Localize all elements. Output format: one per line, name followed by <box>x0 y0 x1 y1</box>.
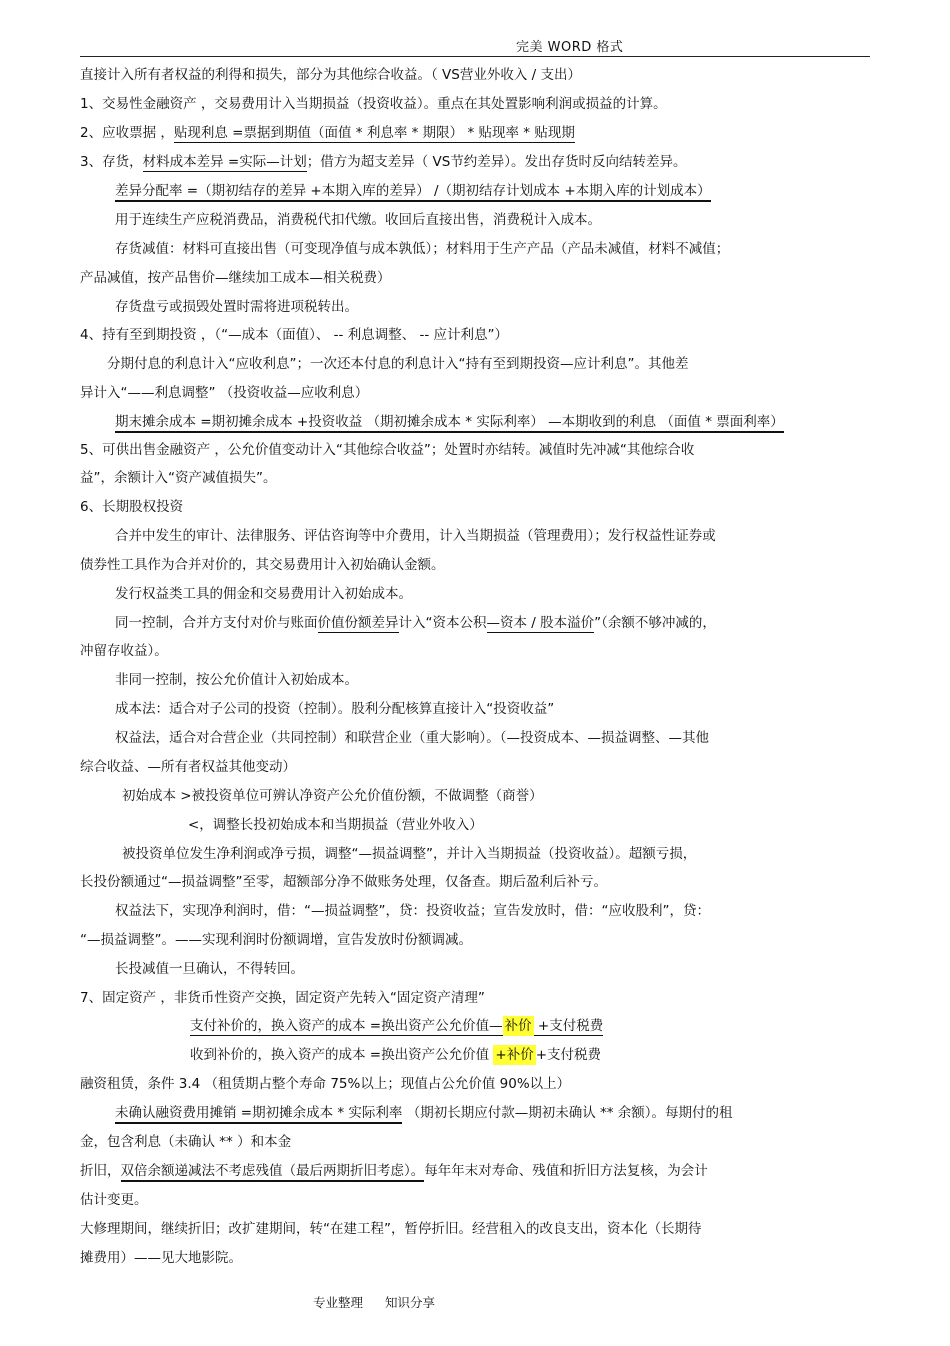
text-line-11: 分期付息的利息计入“应收利息”；一次还本付息的利息计入“持有至到期投资—应计利息”。其他差 <box>107 356 689 372</box>
variance-allocation-formula: 差异分配率 =（期初结存的差异 +本期入库的差异） /（期初结存计划成本 +本期入库的计划成本） <box>115 183 711 202</box>
boot-highlight-1: 补价 <box>504 1018 532 1034</box>
boot-paid-tail: +支付税费 <box>533 1018 604 1034</box>
text-line-38: 金，包含利息（未确认 ** ）和本金 <box>80 1134 292 1150</box>
double-declining-balance-note: 双倍余额递减法不考虑残值（最后两期折旧考虑）。 <box>121 1163 425 1182</box>
boot-paid-formula <box>190 1018 603 1036</box>
text-line-2: 1、交易性金融资产 ，交易费用计入当期损益（投资收益）。重点在其处置影响利润或损益的计算。 <box>80 96 667 112</box>
text-line-26: 初始成本 >被投资单位可辨认净资产公允价值份额，不做调整（商誉） <box>122 788 543 804</box>
text-line-20 <box>115 613 716 633</box>
text-line-18: 债券性工具作为合并对价的，其交易费用计入初始确认金额。 <box>80 557 445 573</box>
text-line-42: 摊费用）——见大地影院。 <box>80 1250 242 1266</box>
text-line-28: 被投资单位发生净利润或净亏损，调整“—损益调整”，并计入当期损益（投资收益）。超额亏损， <box>122 846 697 862</box>
boot-highlight-2: +补价 <box>495 1047 534 1063</box>
text-line-1: 直接计入所有者权益的利得和损失，部分为其他综合收益。（ VS营业外收入 / 支出） <box>80 67 581 83</box>
text-line-22: 非同一控制，按公允价值计入初始成本。 <box>115 672 358 688</box>
text-line-39-tail: 每年年末对寿命、残值和折旧方法复核，为会计 <box>424 1163 708 1179</box>
text-line-31: “—损益调整”。——实现利润时份额调增，宣告发放时份额调减。 <box>80 932 472 948</box>
text-line-39-lead: 折旧， <box>80 1163 121 1179</box>
text-line-20-mid: 计入“资本公积 <box>398 615 487 631</box>
text-line-21: 冲留存收益）。 <box>80 643 168 659</box>
text-line-25: 综合收益、—所有者权益其他变动） <box>80 759 296 775</box>
page-footer <box>313 1293 435 1311</box>
text-line-20-lead: 同一控制，合并方支付对价与账面 <box>115 615 318 631</box>
boot-paid-lead: 支付补价的，换入资产的成本 =换出资产公允价值— <box>190 1018 503 1034</box>
text-line-3 <box>80 123 575 143</box>
discount-interest-formula: 贴现利息 =票据到期值（面值 * 利息率 * 期限） * 贴现率 * 贴现期 <box>173 125 575 141</box>
capital-reserve-premium: —资本 / 股本溢价 <box>486 615 595 631</box>
text-line-17: 合并中发生的审计、法律服务、评估咨询等中介费用，计入当期损益（管理费用）；发行权益性证券或 <box>115 528 716 544</box>
text-line-12: 异计入“——利息调整” （投资收益—应收利息） <box>80 385 369 401</box>
text-line-32: 长投减值一旦确认，不得转回。 <box>115 961 304 977</box>
text-line-5 <box>115 181 711 201</box>
text-line-24: 权益法，适合对合营企业（共同控制）和联营企业（重大影响）。（—投资成本、—损益调整、—其他 <box>115 730 709 746</box>
amortized-cost-formula: 期末摊余成本 =期初摊余成本 +投资收益 （期初摊余成本 * 实际利率） —本期收到的利息 （面值 * 票面利率） <box>115 414 784 433</box>
text-line-40: 估计变更。 <box>80 1192 148 1208</box>
text-line-19: 发行权益类工具的佣金和交易费用计入初始成本。 <box>115 586 412 602</box>
text-line-41: 大修理期间，继续折旧；改扩建期间，转“在建工程”，暂停折旧。经营租入的改良支出，资本化（长期待 <box>80 1221 702 1237</box>
text-line-33: 7、固定资产 ，非货币性资产交换，固定资产先转入“固定资产清理” <box>80 990 485 1006</box>
boot-received-tail: +支付税费 <box>535 1047 602 1063</box>
text-line-29: 长投份额通过“—损益调整”至零，超额部分净不做账务处理，仅备查。期后盈利后补亏。 <box>80 874 607 890</box>
text-line-4 <box>80 152 687 172</box>
text-line-27: <，调整长投初始成本和当期损益（营业外收入） <box>188 817 483 833</box>
text-line-39 <box>80 1161 708 1181</box>
text-line-36: 融资租赁，条件 3.4 （租赁期占整个寿命 75%以上；现值占公允价值 90%以上） <box>80 1076 571 1092</box>
text-line-35 <box>190 1045 601 1065</box>
text-line-9: 存货盘亏或损毁处置时需将进项税转出。 <box>115 299 358 315</box>
text-line-7: 存货减值：材料可直接出售（可变现净值与成本孰低）；材料用于生产产品（产品未减值，材料不减值； <box>115 241 730 257</box>
material-cost-variance: 材料成本差异 =实际—计划 <box>142 154 307 170</box>
text-line-4-tail: ；借方为超支差异（ VS节约差异）。发出存货时反向结转差异。 <box>306 154 687 170</box>
text-line-16: 6、长期股权投资 <box>80 499 184 515</box>
text-line-3-lead: 2、应收票据 ， <box>80 125 174 141</box>
header-rule <box>80 56 870 57</box>
text-line-4-lead: 3、存货， <box>80 154 143 170</box>
text-line-14: 5、可供出售金融资产 ，公允价值变动计入“其他综合收益”；处置时亦结转。减值时先冲减“其他综合收 <box>80 442 695 458</box>
boot-received-lead: 收到补价的，换入资产的成本 =换出资产公允价值 <box>190 1047 494 1063</box>
text-line-37 <box>115 1103 733 1123</box>
text-line-30: 权益法下，实现净利润时，借：“—损益调整”，贷：投资收益；宣告发放时，借：“应收股利”，贷： <box>115 903 710 919</box>
footer-right: 知识分享 <box>385 1295 436 1310</box>
text-line-13 <box>115 412 784 432</box>
text-line-34 <box>190 1016 603 1036</box>
book-value-share-difference: 价值份额差异 <box>317 615 399 631</box>
unrecognized-financing-formula: 未确认融资费用摊销 =期初摊余成本 * 实际利率 <box>115 1105 402 1124</box>
text-line-15: 益”，余额计入“资产减值损失”。 <box>80 470 277 486</box>
text-line-6: 用于连续生产应税消费品，消费税代扣代缴。收回后直接出售，消费税计入成本。 <box>115 212 601 228</box>
text-line-10: 4、持有至到期投资 ，（“—成本（面值）、 -- 利息调整、 -- 应计利息”） <box>80 327 509 343</box>
header-title: 完美 WORD 格式 <box>516 40 624 55</box>
text-line-37-tail: （期初长期应付款—期初未确认 ** 余额）。每期付的租 <box>402 1105 733 1121</box>
text-line-23: 成本法：适合对子公司的投资（控制）。股利分配核算直接计入“投资收益” <box>115 701 555 717</box>
footer-left: 专业整理 <box>313 1295 364 1310</box>
text-line-20-tail: ”（余额不够冲减的， <box>594 615 716 631</box>
text-line-8: 产品减值，按产品售价—继续加工成本—相关税费） <box>80 270 391 286</box>
